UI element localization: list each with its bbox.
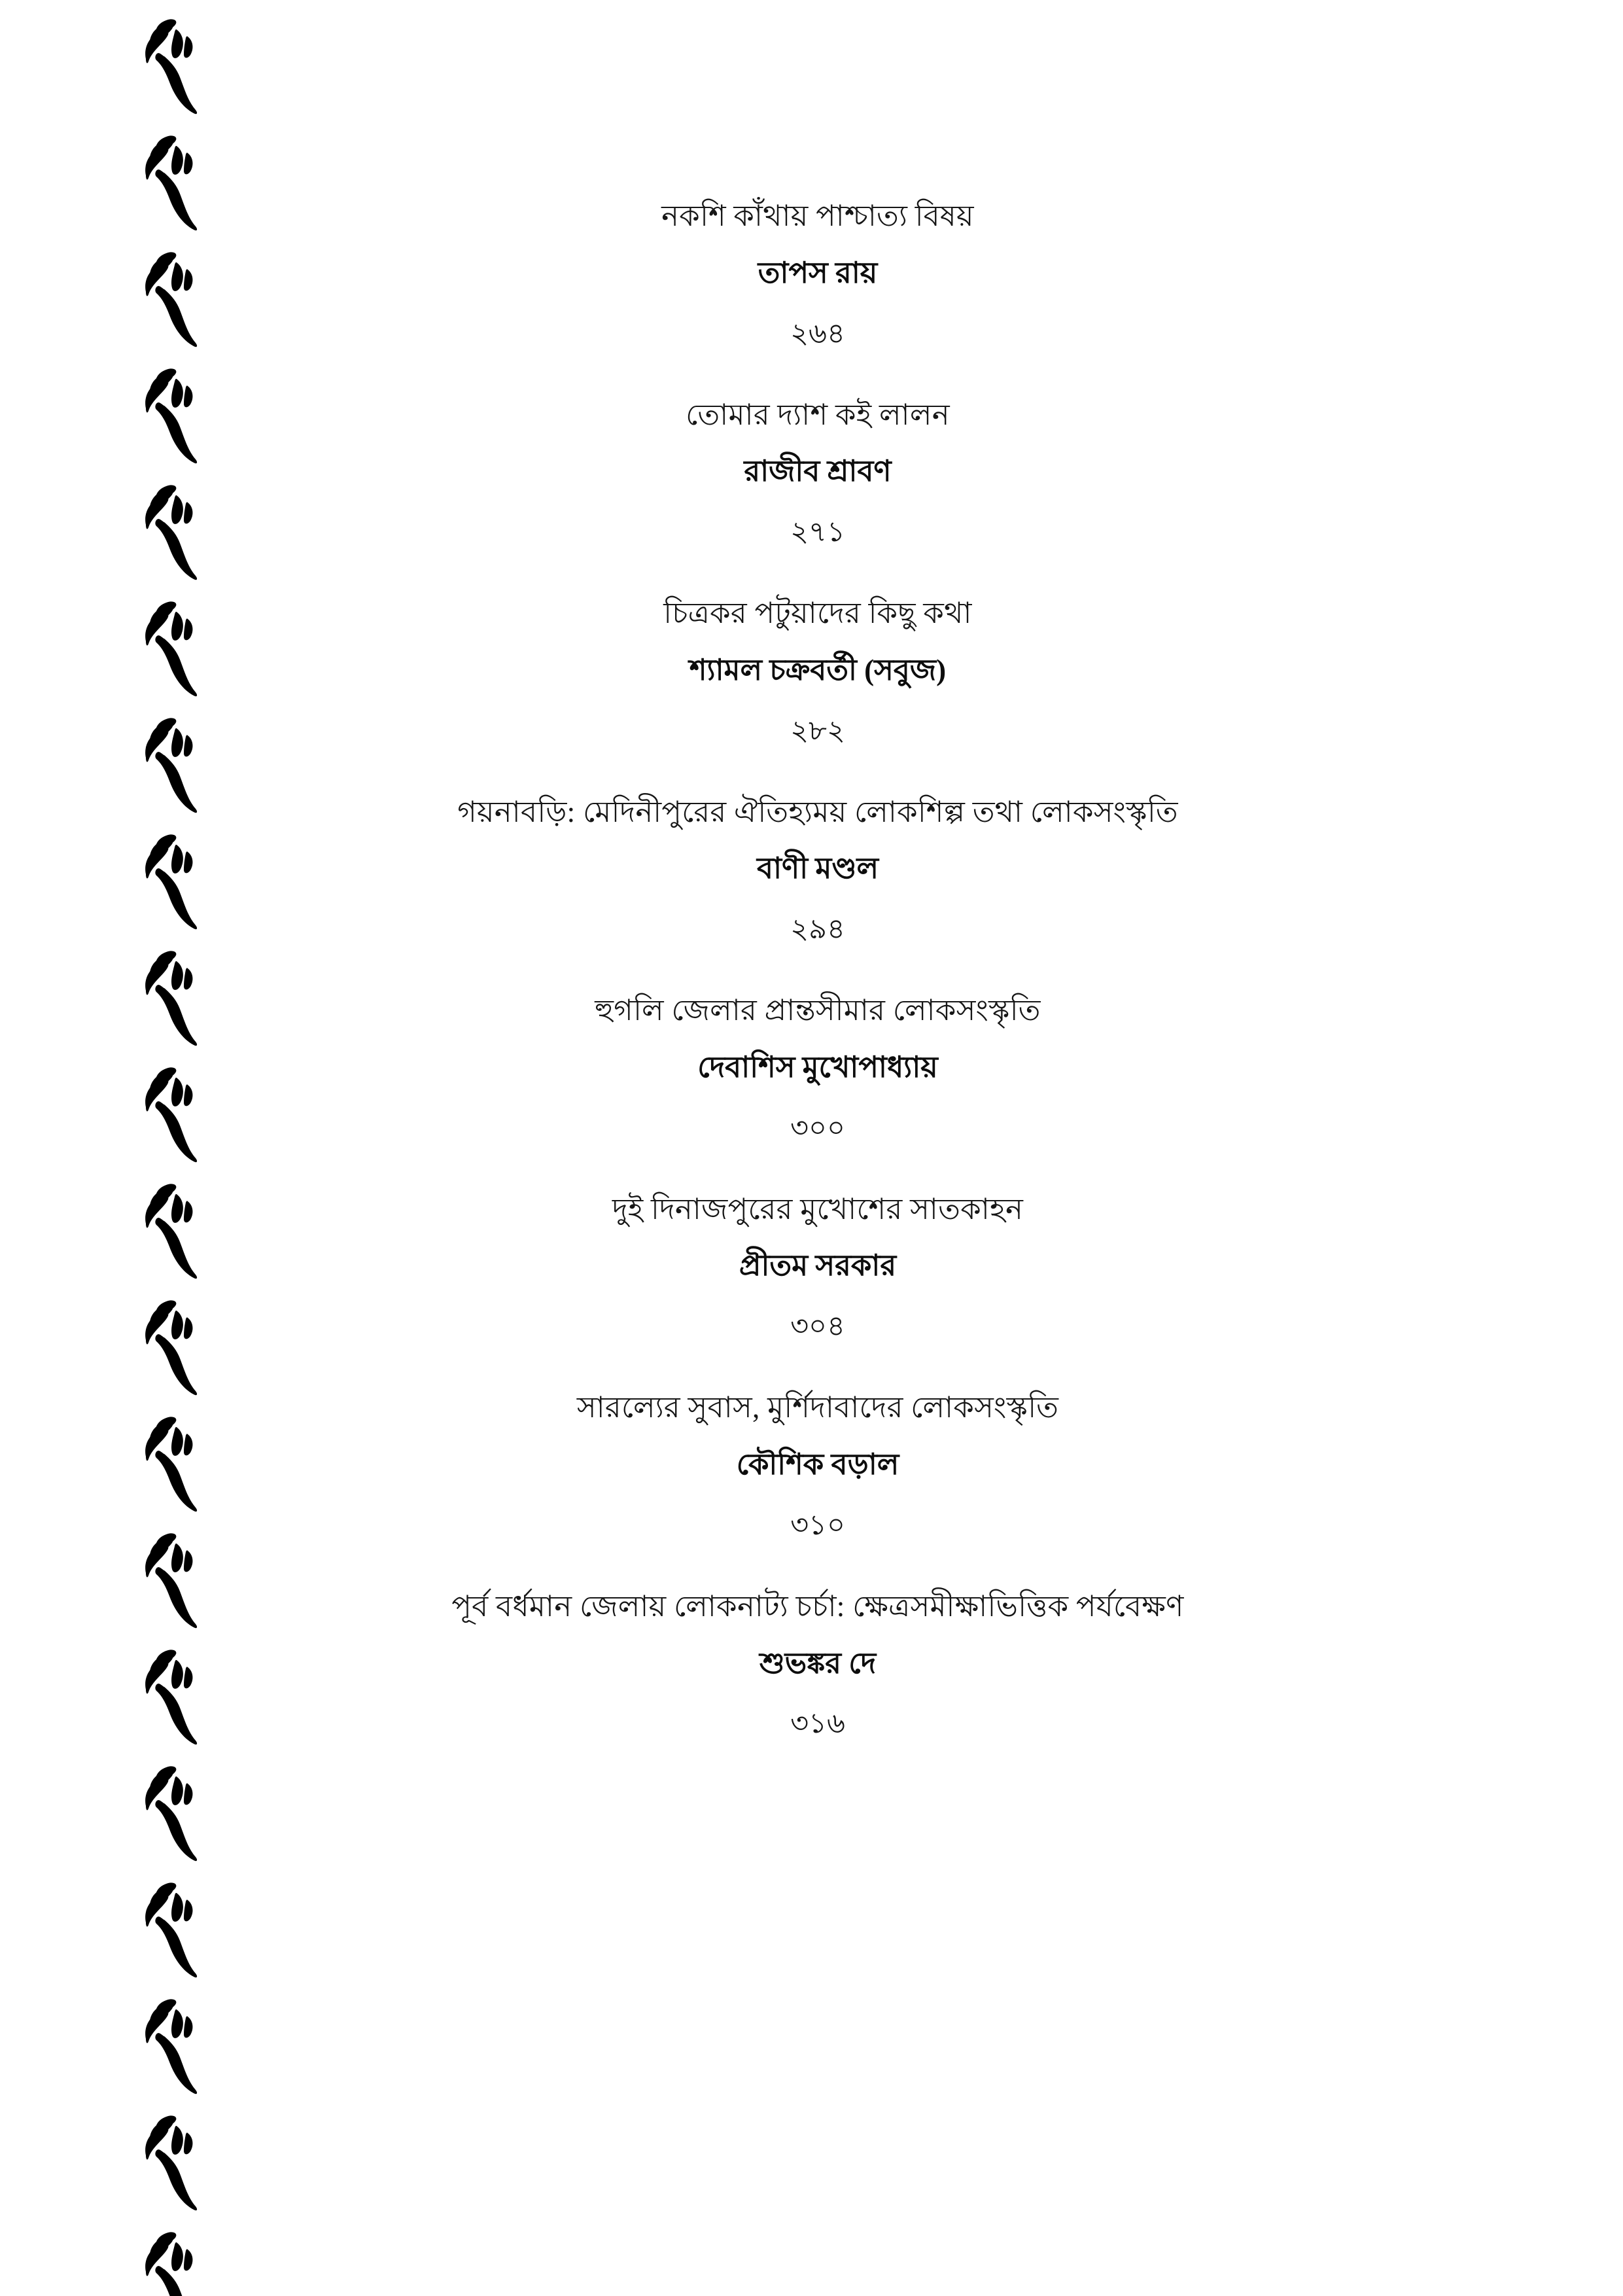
floral-border-ornament	[134, 0, 213, 2296]
ornament-motif	[134, 1527, 213, 1644]
entry-page-number: ২৮২	[790, 715, 845, 747]
entry-title: তোমার দ্যাশ কই লালন	[686, 398, 950, 431]
ornament-motif	[134, 362, 213, 479]
ornament-motif	[134, 2110, 213, 2226]
ornament-motif	[134, 945, 213, 1061]
toc-entry[interactable]	[275, 593, 1361, 751]
entry-author: তাপস রায়	[758, 256, 878, 289]
entry-author: রাজীব শ্রাবণ	[744, 455, 892, 488]
toc-entry[interactable]	[275, 1190, 1361, 1347]
entry-title: হুগলি জেলার প্রান্তসীমার লোকসংস্কৃতি	[595, 994, 1041, 1027]
entry-author: প্রীতম সরকার	[739, 1249, 897, 1282]
ornament-motif	[134, 1411, 213, 1527]
entry-page-number: ৩০০	[790, 1112, 845, 1144]
ornament-motif	[134, 1178, 213, 1294]
ornament-motif	[134, 712, 213, 828]
entry-author: শুভঙ্কর দে	[759, 1646, 877, 1680]
ornament-motif	[134, 1993, 213, 2110]
entry-page-number: ৩১৬	[790, 1708, 845, 1740]
entry-title: গয়নাবড়ি: মেদিনীপুরের ঐতিহ্যময় লোকশিল্প তথা লোকসংস্কৃতি	[457, 795, 1178, 828]
entry-author: শ্যামল চক্রবর্তী (সবুজ)	[689, 653, 947, 686]
ornament-motif	[134, 13, 213, 130]
ornament-motif	[134, 1877, 213, 1993]
entry-author: কৌশিক বড়াল	[736, 1448, 899, 1481]
entry-title: চিত্রকর পটুয়াদের কিছু কথা	[663, 597, 972, 630]
ornament-motif	[134, 246, 213, 362]
entry-author: বাণী মণ্ডল	[756, 852, 879, 885]
toc-entry[interactable]	[275, 395, 1361, 552]
entry-page-number: ৩০৪	[790, 1311, 845, 1343]
ornament-motif	[134, 1061, 213, 1178]
ornament-motif	[134, 479, 213, 595]
toc-entry[interactable]	[275, 991, 1361, 1148]
entry-page-number: ৩১০	[790, 1510, 845, 1541]
entry-title: সারল্যের সুবাস, মুর্শিদাবাদের লোকসংস্কৃতি	[576, 1391, 1059, 1424]
ornament-motif	[134, 1294, 213, 1411]
ornament-motif	[134, 828, 213, 945]
ornament-motif	[134, 1644, 213, 1760]
table-of-contents-list	[275, 196, 1361, 1743]
entry-title: নকশি কাঁথায় পাশ্চাত্য বিষয়	[661, 200, 974, 232]
toc-entry[interactable]	[275, 792, 1361, 949]
entry-page-number: ২৯৪	[790, 914, 845, 945]
toc-entry[interactable]	[275, 1388, 1361, 1545]
ornament-motif	[134, 595, 213, 712]
entry-page-number: ২৭১	[790, 517, 845, 548]
entry-title: পূর্ব বর্ধমান জেলায় লোকনাট্য চর্চা: ক্ষেত্রসমীক্ষাভিত্তিক পর্যবেক্ষণ	[451, 1589, 1184, 1623]
ornament-motif	[134, 2226, 213, 2296]
ornament-motif	[134, 1760, 213, 1877]
entry-author: দেবাশিস মুখোপাধ্যায়	[697, 1050, 938, 1084]
entry-page-number: ২৬৪	[790, 318, 845, 349]
ornament-motif	[134, 130, 213, 246]
toc-entry[interactable]	[275, 196, 1361, 353]
toc-entry[interactable]	[275, 1587, 1361, 1744]
entry-title: দুই দিনাজপুরের মুখোশের সাতকাহন	[612, 1192, 1024, 1226]
